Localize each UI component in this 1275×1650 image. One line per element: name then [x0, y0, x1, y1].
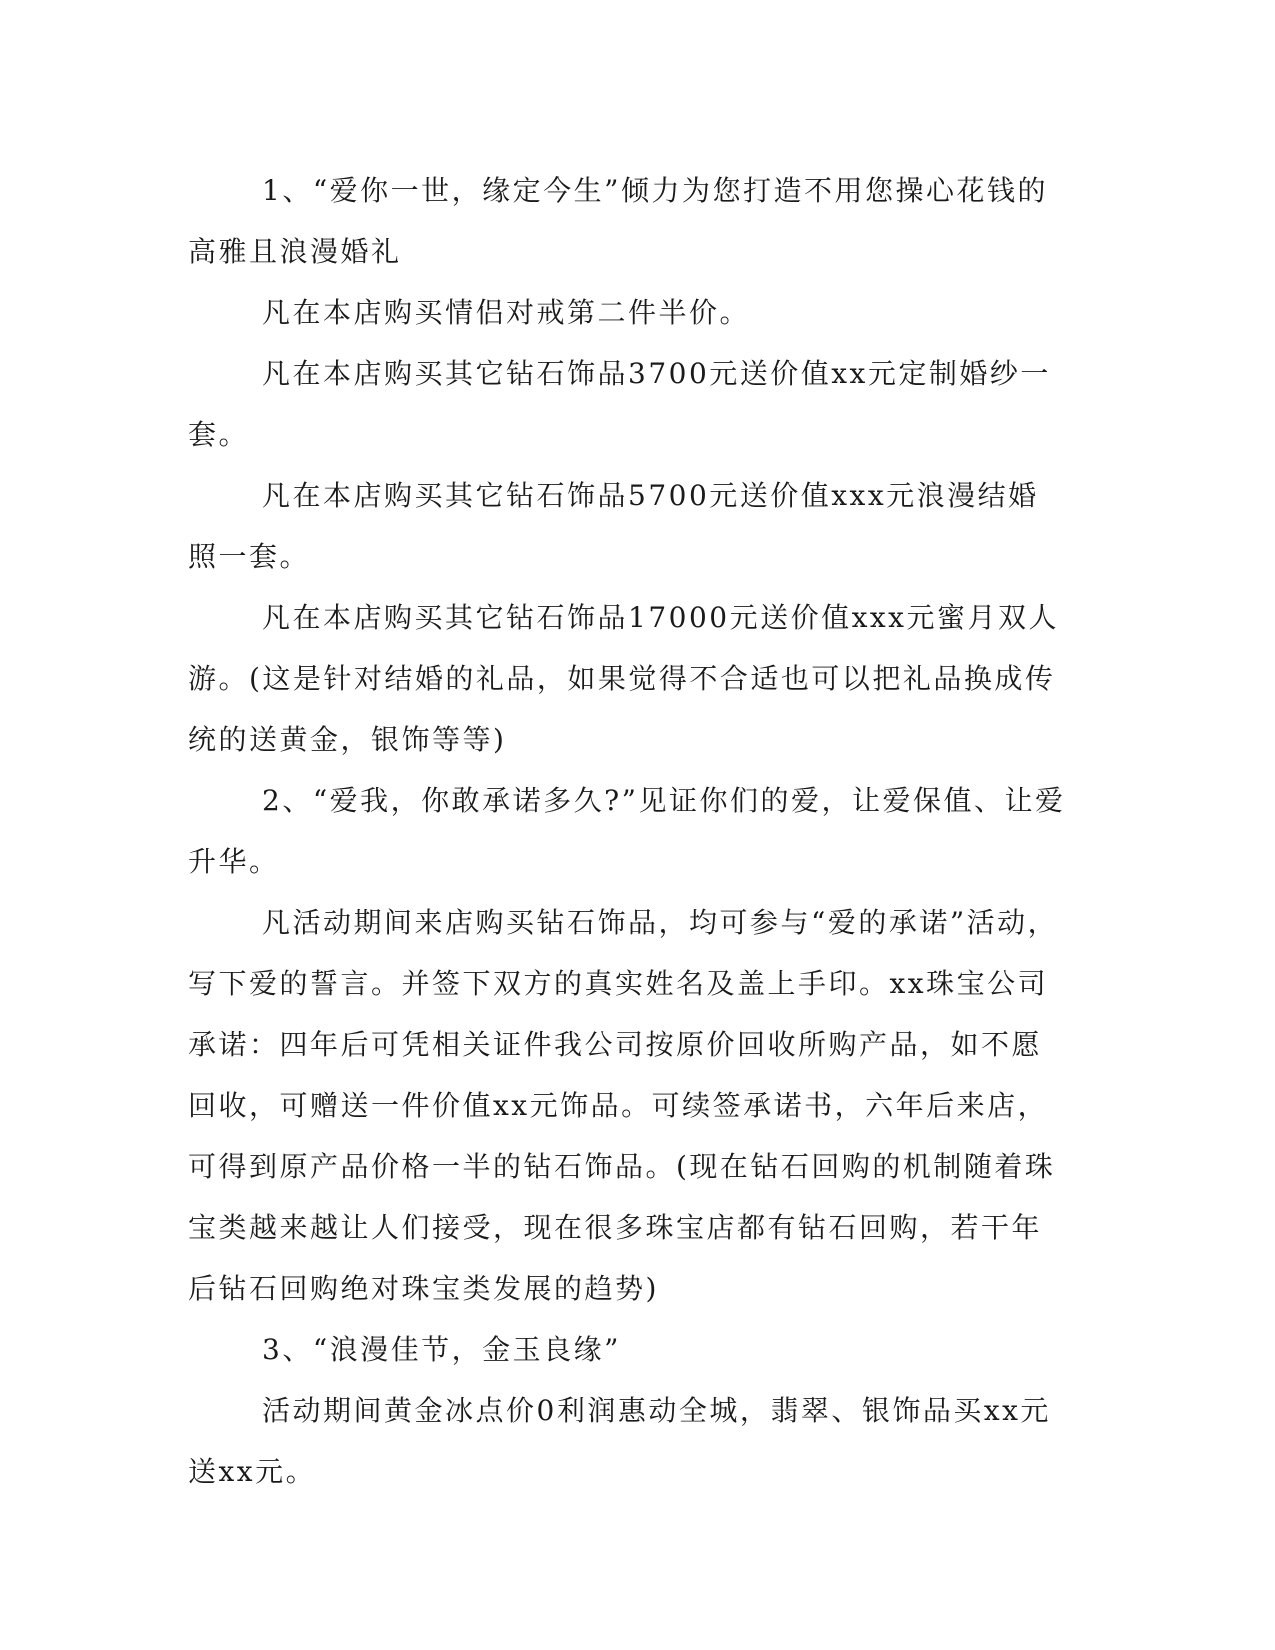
paragraph-wedding-dress-offer: 凡在本店购买其它钻石饰品3700元送价值xx元定制婚纱一套。	[188, 357, 1051, 451]
paragraph-promo-3-heading: 3、“浪漫佳节，金玉良缘”	[262, 1333, 621, 1366]
paragraph-love-promise-details: 凡活动期间来店购买钻石饰品，均可参与“爱的承诺”活动，写下爱的誓言。并签下双方的真实姓名及盖上手印。xx珠宝公司承诺：四年后可凭相关证件我公司按原价回收所购产品，如不愿回收，可赠送一件价值xx元饰品。可续签承诺书，六年后来店，可得到原产品价格一半的钻石饰品。(现在钻石回购的机制随着珠宝类越来越让人们接受，现在很多珠宝店都有钻石回购，若干年后钻石回购绝对珠宝类发展的趋势)	[188, 906, 1059, 1305]
paragraph-gold-offer: 活动期间黄金冰点价0利润惠动全城，翡翠、银饰品买xx元送xx元。	[188, 1394, 1051, 1488]
document-body	[188, 160, 1068, 1502]
paragraph-promo-2-heading: 2、“爱我，你敢承诺多久?”见证你们的爱，让爱保值、让爱升华。	[188, 784, 1066, 878]
paragraph-wedding-photo-offer: 凡在本店购买其它钻石饰品5700元送价值xxx元浪漫结婚照一套。	[188, 479, 1039, 573]
paragraph-honeymoon-offer: 凡在本店购买其它钻石饰品17000元送价值xxx元蜜月双人游。(这是针对结婚的礼品，如果觉得不合适也可以把礼品换成传统的送黄金，银饰等等)	[188, 601, 1059, 756]
paragraph-promo-1-heading: 1、“爱你一世，缘定今生”倾力为您打造不用您操心花钱的高雅且浪漫婚礼	[188, 174, 1048, 268]
paragraph-couple-rings-offer: 凡在本店购买情侣对戒第二件半价。	[262, 296, 751, 329]
